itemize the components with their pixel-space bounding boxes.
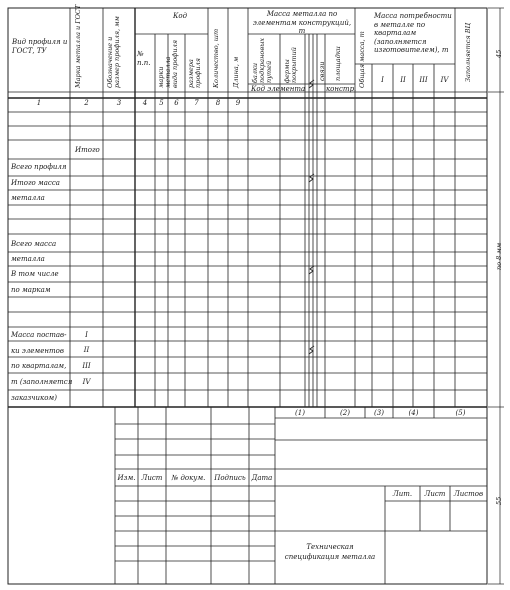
header-mass-beams: балки подкрановых путей bbox=[251, 37, 273, 83]
group-number: (3) bbox=[374, 409, 384, 417]
header-code-kind: вида профиля bbox=[171, 39, 179, 88]
header-steel-grade: Марка металла и ГОСТ bbox=[74, 4, 82, 88]
group-number: (4) bbox=[408, 409, 419, 417]
title-signature: Подпись bbox=[214, 474, 246, 482]
header-mass-trusses: фермы покрытий bbox=[283, 47, 298, 83]
title-doc-no: № докум. bbox=[171, 474, 206, 482]
label-by-grades-1: В том числе bbox=[11, 270, 59, 278]
dimension-top: 45 bbox=[495, 49, 503, 58]
header-mass-group: Масса металла по элементам конструкций, т bbox=[252, 10, 352, 35]
title-sheet: Лист bbox=[141, 474, 163, 482]
delivery-quarter-3: III bbox=[82, 362, 91, 370]
column-number: 7 bbox=[194, 99, 199, 107]
label-by-grades-2: по маркам bbox=[11, 286, 51, 294]
label-delivery-1: Масса постав- bbox=[11, 331, 67, 339]
header-code-size: размера профиля bbox=[187, 58, 202, 88]
header-total-mass: Общая масса, т bbox=[358, 31, 366, 88]
header-size-designation: Обозначение и размер профиля, мм bbox=[106, 16, 121, 88]
column-number: 2 bbox=[84, 99, 89, 107]
header-filled-vc: Заполняется ВЦ bbox=[464, 22, 472, 82]
group-number: (2) bbox=[340, 409, 350, 417]
label-delivery-4: т (заполняется bbox=[11, 378, 73, 386]
delivery-quarter-2: II bbox=[83, 346, 90, 354]
column-number: 4 bbox=[142, 99, 148, 107]
label-all-profile: Всего профиля bbox=[11, 163, 67, 171]
header-quarter-1: I bbox=[381, 76, 384, 84]
header-quarter-2: II bbox=[400, 76, 406, 84]
doc-title-1: Техническая bbox=[306, 543, 354, 551]
column-number: 3 bbox=[116, 99, 122, 107]
label-all-mass-2: металла bbox=[11, 255, 45, 263]
doc-title-2: спецификация металла bbox=[284, 553, 376, 561]
dimension-middle: по 8 мм bbox=[495, 242, 503, 270]
delivery-quarter-1: I bbox=[85, 331, 88, 339]
dimension-bottom: 55 bbox=[495, 496, 503, 505]
header-mass-platforms: площадки bbox=[334, 46, 342, 81]
column-number: 5 bbox=[159, 99, 164, 107]
header-kind-profile: Вид профиля и ГОСТ, ТУ bbox=[12, 38, 68, 55]
label-delivery-2: ки элементов bbox=[11, 347, 64, 355]
column-number: 9 bbox=[235, 99, 241, 107]
label-delivery-5: заказчиком) bbox=[11, 394, 57, 402]
header-element-code: Код элемента bbox=[251, 85, 306, 93]
header-demand-group: Масса потребности в металле по кварталам (заполняется изготовителем), т bbox=[374, 12, 452, 54]
label-total-mass-1: Итого масса bbox=[11, 179, 60, 187]
title-date: Дата bbox=[251, 474, 273, 482]
group-number: (5) bbox=[455, 409, 466, 417]
header-construction: констр. bbox=[326, 85, 357, 93]
column-number: 1 bbox=[36, 99, 42, 107]
title-lit: Лит. bbox=[392, 490, 413, 498]
delivery-quarter-4: IV bbox=[82, 378, 91, 386]
label-delivery-3: по кварталам, bbox=[11, 362, 67, 370]
title-change: Изм. bbox=[117, 474, 136, 482]
label-total-mass-2: металла bbox=[11, 194, 45, 202]
title-sheet2: Лист bbox=[424, 490, 446, 498]
title-sheets: Листов bbox=[453, 490, 484, 498]
header-length: Длина, м bbox=[232, 56, 240, 88]
header-quantity: Количество, шт bbox=[212, 28, 220, 88]
label-itogo: Итого bbox=[75, 146, 100, 154]
label-all-mass-1: Всего масса bbox=[11, 240, 57, 248]
header-quarter-4: IV bbox=[440, 76, 449, 84]
header-quarter-3: III bbox=[419, 76, 428, 84]
header-code-group: Код bbox=[172, 12, 188, 20]
group-number: (1) bbox=[295, 409, 305, 417]
header-code-grade: марки металла bbox=[157, 56, 172, 88]
column-number: 8 bbox=[215, 99, 221, 107]
header-row-no: № п.п. bbox=[137, 50, 151, 67]
header-mass-bracing: связи bbox=[318, 61, 326, 81]
column-number: 6 bbox=[174, 99, 179, 107]
